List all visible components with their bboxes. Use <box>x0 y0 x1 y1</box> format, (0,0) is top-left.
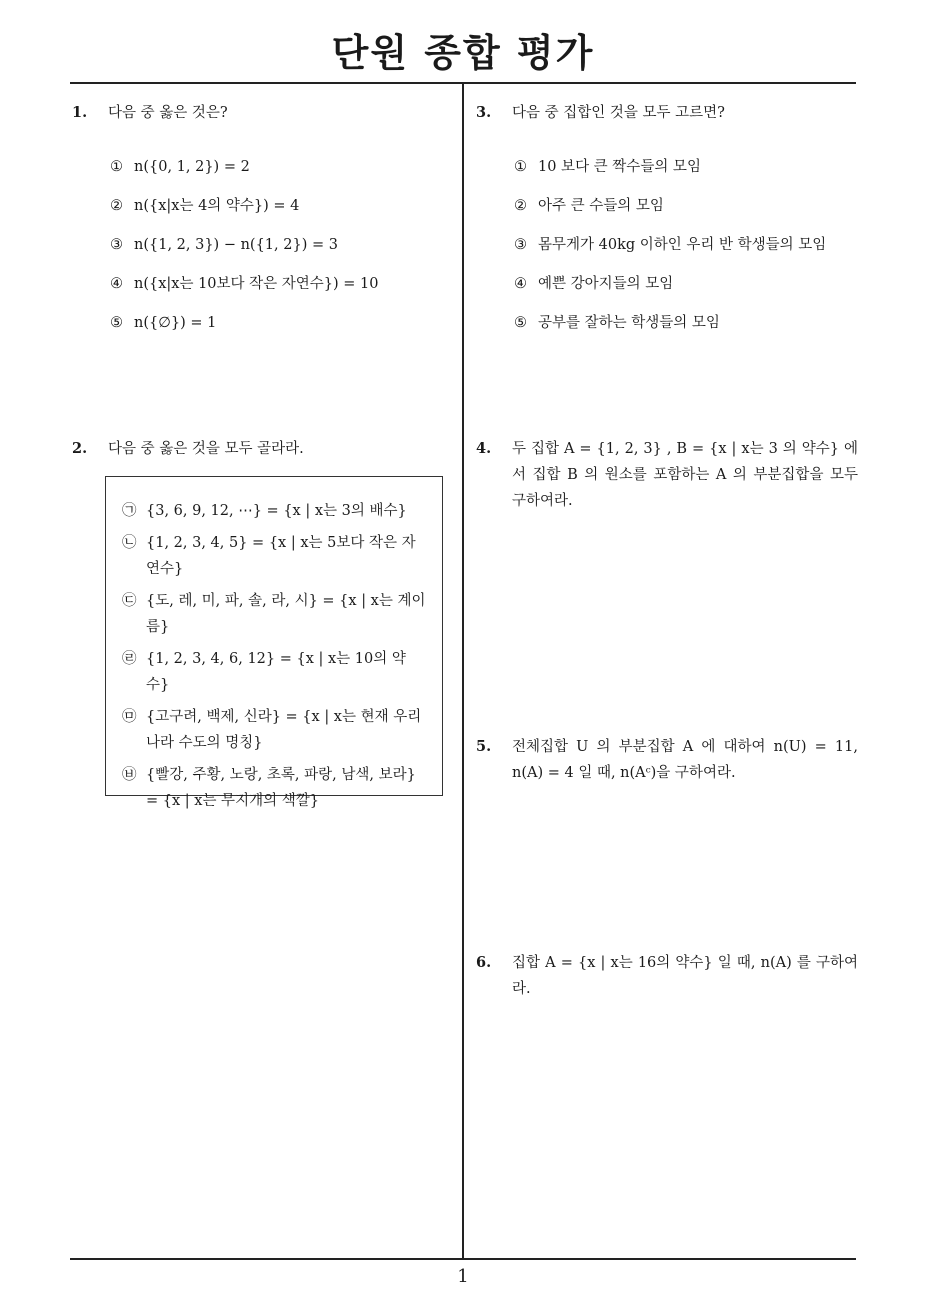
question-text: 다음 중 옳은 것은? <box>108 105 228 121</box>
question-6 <box>476 950 858 1002</box>
statement-6 <box>122 762 428 814</box>
option-text: n({x|x는 4의 약수}) = 4 <box>134 198 300 214</box>
question-text: 집합 A = {x | x는 16의 약수} 일 때, n(A) 를 구하여라. <box>512 955 858 997</box>
option-5 <box>476 310 858 349</box>
statement-mark: ㉣ <box>122 651 137 667</box>
option-4 <box>72 271 452 310</box>
option-list <box>476 154 858 349</box>
footer-divider <box>70 1258 856 1260</box>
statement-text: {1, 2, 3, 4, 5} = {x | x는 5보다 작은 자연수} <box>146 535 416 577</box>
statement-text: {빨강, 주황, 노랑, 초록, 파랑, 남색, 보라} = {x | x는 무지개의 색깔} <box>146 767 416 809</box>
statement-text: {고구려, 백제, 신라} = {x | x는 현재 우리나라 수도의 명칭} <box>146 709 422 751</box>
option-text: 공부를 잘하는 학생들의 모임 <box>538 315 720 331</box>
statement-5 <box>122 704 428 756</box>
statement-mark: ㉥ <box>122 767 137 783</box>
statement-box <box>105 476 443 809</box>
option-5 <box>72 310 452 349</box>
option-2 <box>72 193 452 232</box>
question-2 <box>72 436 452 462</box>
option-mark: ③ <box>514 237 527 253</box>
option-text: 몸무게가 40kg 이하인 우리 반 학생들의 모임 <box>538 237 827 253</box>
column-divider <box>462 83 464 1259</box>
question-number: 6. <box>476 954 492 971</box>
option-mark: ③ <box>110 237 123 253</box>
page-title: 단원 종합 평가 <box>331 31 595 75</box>
question-number: 1. <box>72 104 88 121</box>
option-3 <box>72 232 452 271</box>
statement-text: {3, 6, 9, 12, ⋯} = {x | x는 3의 배수} <box>146 503 407 519</box>
option-4 <box>476 271 858 310</box>
option-mark: ① <box>514 159 527 175</box>
statement-4 <box>122 646 428 698</box>
option-1 <box>72 154 452 193</box>
option-mark: ④ <box>110 276 123 292</box>
option-mark: ② <box>514 198 527 214</box>
statement-text: {1, 2, 3, 4, 6, 12} = {x | x는 10의 약수} <box>146 651 406 693</box>
question-text: 전체집합 U 의 부분집합 A 에 대하여 n(U) = 11, n(A) = 4 일 때, n(Aᶜ)을 구하여라. <box>512 739 858 781</box>
option-mark: ⑤ <box>514 315 527 331</box>
question-3 <box>476 100 858 349</box>
option-text: 예쁜 강아지들의 모임 <box>538 276 674 292</box>
statement-mark: ㉡ <box>122 535 137 551</box>
option-1 <box>476 154 858 193</box>
option-mark: ④ <box>514 276 527 292</box>
question-text: 다음 중 옳은 것을 모두 골라라. <box>108 441 304 457</box>
option-2 <box>476 193 858 232</box>
option-text: n({0, 1, 2}) = 2 <box>134 159 250 175</box>
option-text: n({∅}) = 1 <box>134 315 217 331</box>
statement-2 <box>122 530 428 582</box>
page-number: 1 <box>457 1266 469 1287</box>
question-number: 3. <box>476 104 492 121</box>
question-4 <box>476 436 858 514</box>
option-mark: ② <box>110 198 123 214</box>
question-5 <box>476 734 858 786</box>
question-number: 4. <box>476 440 492 457</box>
question-1 <box>72 100 452 349</box>
option-3 <box>476 232 858 271</box>
question-number: 2. <box>72 440 88 457</box>
statement-text: {도, 레, 미, 파, 솔, 라, 시} = {x | x는 계이름} <box>146 593 426 635</box>
option-text: 아주 큰 수들의 모임 <box>538 198 664 214</box>
option-text: n({x|x는 10보다 작은 자연수}) = 10 <box>134 276 379 292</box>
option-text: 10 보다 큰 짝수들의 모임 <box>538 159 701 175</box>
question-text: 다음 중 집합인 것을 모두 고르면? <box>512 105 725 121</box>
statement-mark: ㉠ <box>122 503 137 519</box>
option-list <box>72 154 452 349</box>
option-text: n({1, 2, 3}) − n({1, 2}) = 3 <box>134 237 338 253</box>
statement-3 <box>122 588 428 640</box>
statement-mark: ㉢ <box>122 593 137 609</box>
statement-1 <box>122 498 428 524</box>
statement-mark: ㉤ <box>122 709 137 725</box>
option-mark: ⑤ <box>110 315 123 331</box>
option-mark: ① <box>110 159 123 175</box>
question-text: 두 집합 A = {1, 2, 3} , B = {x | x는 3 의 약수} 에서 집합 B 의 원소를 포함하는 A 의 부분집합을 모두 구하여라. <box>512 441 858 509</box>
question-number: 5. <box>476 738 492 755</box>
